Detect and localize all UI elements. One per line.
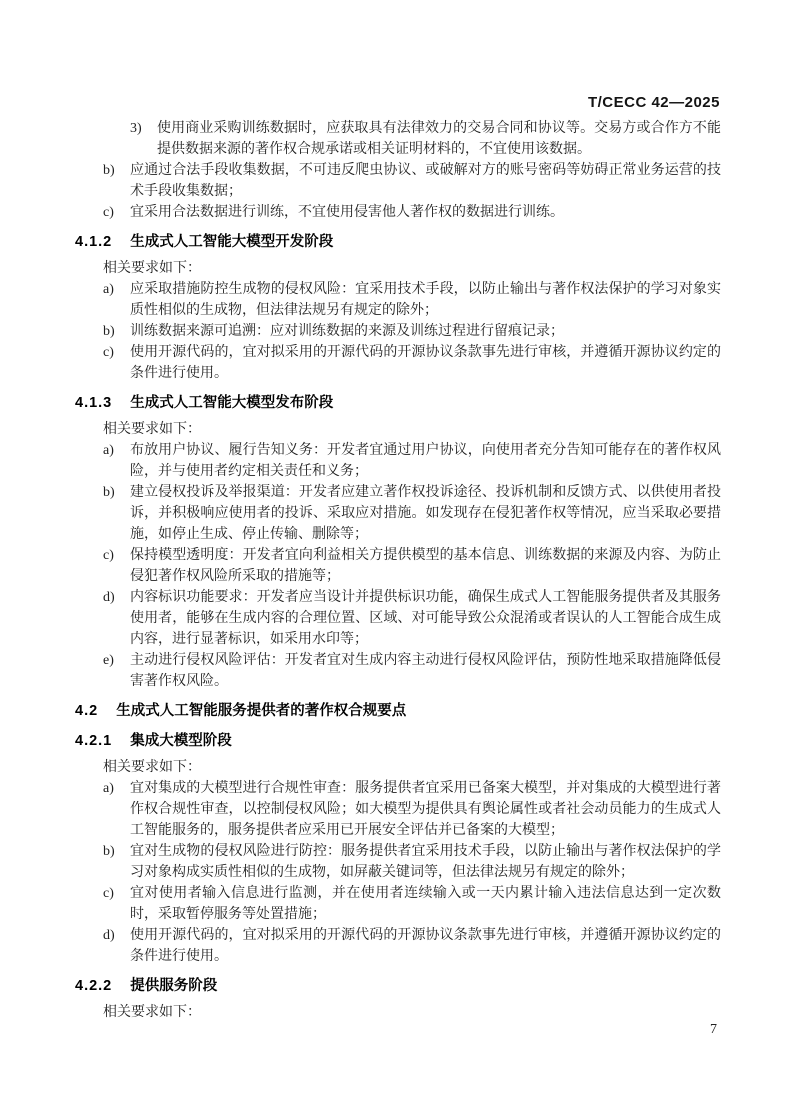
list-item-marker: d)	[103, 928, 115, 943]
list-item-text: 使用开源代码的，宜对拟采用的开源代码的开源协议条款事先进行审核，并遵循开源协议约定的条件进行使用。	[130, 345, 721, 381]
page-number: 7	[710, 1022, 717, 1037]
list-item-marker: 3)	[130, 121, 142, 136]
list-item-marker: b)	[103, 324, 115, 339]
section-heading-4-2-1	[75, 731, 721, 752]
list-item-text: 内容标识功能要求：开发者应当设计并提供标识功能，确保生成式人工智能服务提供者及其服务使用者，能够在生成内容的合理位置、区域、对可能导致公众混淆或者误认的人工智能合成生成内容，进行显著标识，如采用水印等；	[130, 590, 721, 647]
list-item	[75, 545, 721, 587]
list-item-text: 使用开源代码的，宜对拟采用的开源代码的开源协议条款事先进行审核，并遵循开源协议约定的条件进行使用。	[130, 928, 721, 964]
list-item	[75, 321, 721, 342]
list-item-text: 宜对生成物的侵权风险进行防控：服务提供者宜采用技术手段，以防止输出与著作权法保护的学习对象构成实质性相似的生成物，如屏蔽关键词等，但法律法规另有规定的除外；	[130, 844, 721, 880]
section-title: 生成式人工智能大模型发布阶段	[130, 395, 334, 411]
list-item-text: 建立侵权投诉及举报渠道：开发者应建立著作权投诉途径、投诉机制和反馈方式、以供使用者投诉，并积极响应使用者的投诉、采取应对措施。如发现存在侵犯著作权等情况，应当采取必要措施，如停止生成、停止传输、删除等；	[130, 485, 721, 542]
list-item-marker: d)	[103, 590, 115, 605]
paragraph: 相关要求如下：	[103, 760, 201, 775]
list-item	[75, 778, 721, 841]
section-number: 4.2	[75, 703, 99, 719]
list-item-marker: b)	[103, 485, 115, 500]
document-code: T/CECC 42—2025	[587, 94, 720, 111]
list-item	[75, 342, 721, 384]
list-item	[75, 587, 721, 650]
list-item-marker: a)	[103, 443, 114, 458]
list-item	[75, 279, 721, 321]
list-item	[75, 440, 721, 482]
section-heading-4-1-2	[75, 232, 721, 253]
paragraph: 相关要求如下：	[103, 261, 201, 276]
list-item-text: 宜采用合法数据进行训练，不宜使用侵害他人著作权的数据进行训练。	[130, 205, 564, 220]
section-number: 4.1.2	[75, 234, 113, 250]
list-item-marker: e)	[103, 653, 114, 668]
list-item-text: 宜对集成的大模型进行合规性审查：服务提供者宜采用已备案大模型，并对集成的大模型进行著作权合规性审查，以控制侵权风险；如大模型为提供具有舆论属性或者社会动员能力的生成式人工智能服务的，服务提供者应采用已开展安全评估并已备案的大模型；	[130, 781, 721, 838]
section-heading-4-1-3	[75, 393, 721, 414]
list-item-text: 应采取措施防控生成物的侵权风险：宜采用技术手段，以防止输出与著作权法保护的学习对象实质性相似的生成物，但法律法规另有规定的除外；	[130, 282, 721, 318]
list-item	[75, 841, 721, 883]
list-item-marker: c)	[103, 205, 114, 220]
list-item-text: 布放用户协议、履行告知义务：开发者宜通过用户协议，向使用者充分告知可能存在的著作权风险，并与使用者约定相关责任和义务；	[130, 443, 721, 479]
list-item-text: 宜对使用者输入信息进行监测，并在使用者连续输入或一天内累计输入违法信息达到一定次数时，采取暂停服务等处置措施；	[130, 886, 721, 922]
list-item	[75, 202, 721, 223]
list-item-marker: b)	[103, 163, 115, 178]
list-item-text: 主动进行侵权风险评估：开发者宜对生成内容主动进行侵权风险评估，预防性地采取措施降低侵害著作权风险。	[130, 653, 721, 689]
list-item-text: 使用商业采购训练数据时，应获取具有法律效力的交易合同和协议等。交易方或合作方不能提供数据来源的著作权合规承诺或相关证明材料的，不宜使用该数据。	[157, 121, 721, 157]
list-item-marker: c)	[103, 345, 114, 360]
list-item	[75, 160, 721, 202]
list-item-marker: a)	[103, 781, 114, 796]
section-heading-4-2-2	[75, 976, 721, 997]
section-number: 4.2.1	[75, 733, 113, 749]
list-item	[75, 482, 721, 545]
section-number: 4.1.3	[75, 395, 113, 411]
list-item-text: 保持模型透明度：开发者宜向利益相关方提供模型的基本信息、训练数据的来源及内容、为防止侵犯著作权风险所采取的措施等；	[130, 548, 721, 584]
section-title: 集成大模型阶段	[130, 733, 232, 749]
paragraph: 相关要求如下：	[103, 1005, 201, 1020]
list-item-marker: c)	[103, 548, 114, 563]
list-item	[75, 650, 721, 692]
section-heading-4-2	[75, 701, 721, 722]
list-item	[75, 925, 721, 967]
section-number: 4.2.2	[75, 978, 113, 994]
list-item-text: 训练数据来源可追溯：应对训练数据的来源及训练过程进行留痕记录；	[130, 324, 564, 339]
section-title: 生成式人工智能大模型开发阶段	[130, 234, 334, 250]
section-title: 提供服务阶段	[130, 978, 218, 994]
list-item-marker: b)	[103, 844, 115, 859]
section-title: 生成式人工智能服务提供者的著作权合规要点	[116, 703, 407, 719]
document-body	[75, 118, 721, 1023]
list-item-marker: c)	[103, 886, 114, 901]
list-item-marker: a)	[103, 282, 114, 297]
paragraph: 相关要求如下：	[103, 422, 201, 437]
list-item-text: 应通过合法手段收集数据，不可违反爬虫协议、或破解对方的账号密码等妨碍正常业务运营的技术手段收集数据；	[130, 163, 721, 199]
list-item	[75, 883, 721, 925]
list-item	[75, 118, 721, 160]
